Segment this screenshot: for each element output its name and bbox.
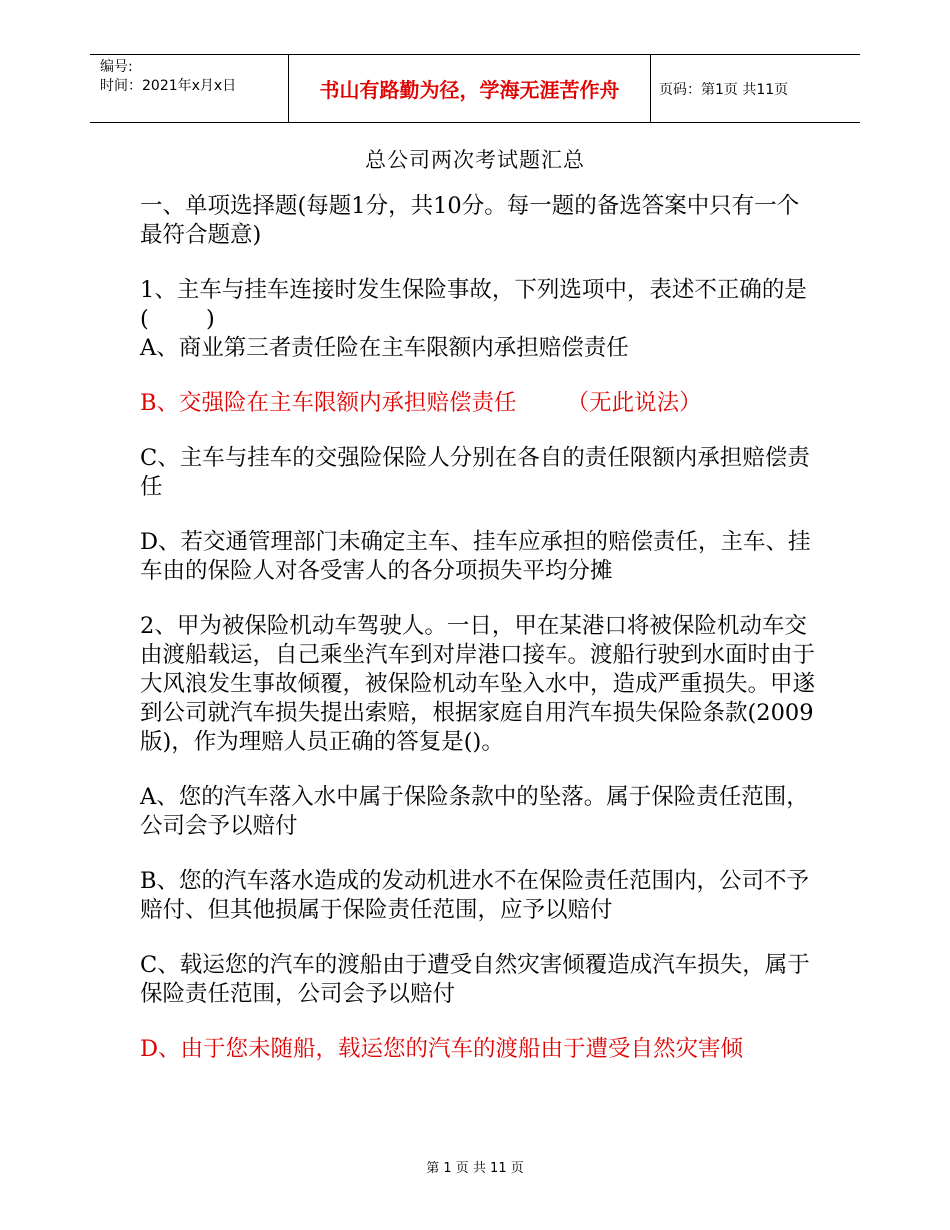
question-1-option-a: A、商业第三者责任险在主车限额内承担赔偿责任 — [140, 335, 629, 361]
question-2-option-c: C、载运您的汽车的渡船由于遭受自然灾害倾覆造成汽车损失，属于保险责任范围，公司会予以赔付 — [140, 952, 810, 1007]
header-page-info: 页码：第1页 共11页 — [659, 81, 789, 98]
section-heading: 一、单项选择题(每题1分，共10分。每一题的备选答案中只有一个最符合题意) — [140, 193, 800, 248]
header-meta — [90, 55, 288, 122]
document-body — [140, 192, 815, 1090]
question-2-option-b: B、您的汽车落水造成的发动机进水不在保险责任范围内，公司不予赔付、但其他损属于保险责任范围，应予以赔付 — [140, 868, 810, 923]
number-label: 编号: — [100, 59, 133, 75]
document-title: 总公司两次考试题汇总 — [365, 148, 585, 172]
question-2-option-d: D、由于您未随船，载运您的汽车的渡船由于遭受自然灾害倾 — [140, 1036, 744, 1062]
question-2-stem: 2、甲为被保险机动车驾驶人。一日，甲在某港口将被保险机动车交由渡船载运，自己乘坐汽车到对岸港口接车。渡船行驶到水面时由于大风浪发生事故倾覆，被保险机动车坠入水中，造成严重损失。甲遂到公司就汽车损失提出索赔，根据家庭自用汽车损失保险条款(2009版)，作为理赔人员正确的答复是()。 — [140, 613, 816, 755]
question-2-option-a: A、您的汽车落入水中属于保险条款中的坠落。属于保险责任范围，公司会予以赔付 — [140, 784, 809, 839]
page-header — [90, 54, 860, 123]
question-1-option-d: D、若交通管理部门未确定主车、挂车应承担的赔偿责任，主车、挂车由的保险人对各受害人的各分项损失平均分摊 — [140, 529, 811, 584]
question-1-stem: 1、主车与挂车连接时发生保险事故，下列选项中，表述不正确的是( ) — [140, 277, 807, 332]
time-label: 时间：2021年x月x日 — [100, 78, 237, 94]
page-footer: 第 1 页 共 11 页 — [426, 1161, 524, 1176]
question-1-option-c: C、主车与挂车的交强险保险人分别在各自的责任限额内承担赔偿责任 — [140, 445, 810, 500]
question-1-option-b: B、交强险在主车限额内承担赔偿责任 （无此说法） — [140, 390, 702, 416]
header-motto: 书山有路勤为径，学海无涯苦作舟 — [288, 55, 651, 122]
